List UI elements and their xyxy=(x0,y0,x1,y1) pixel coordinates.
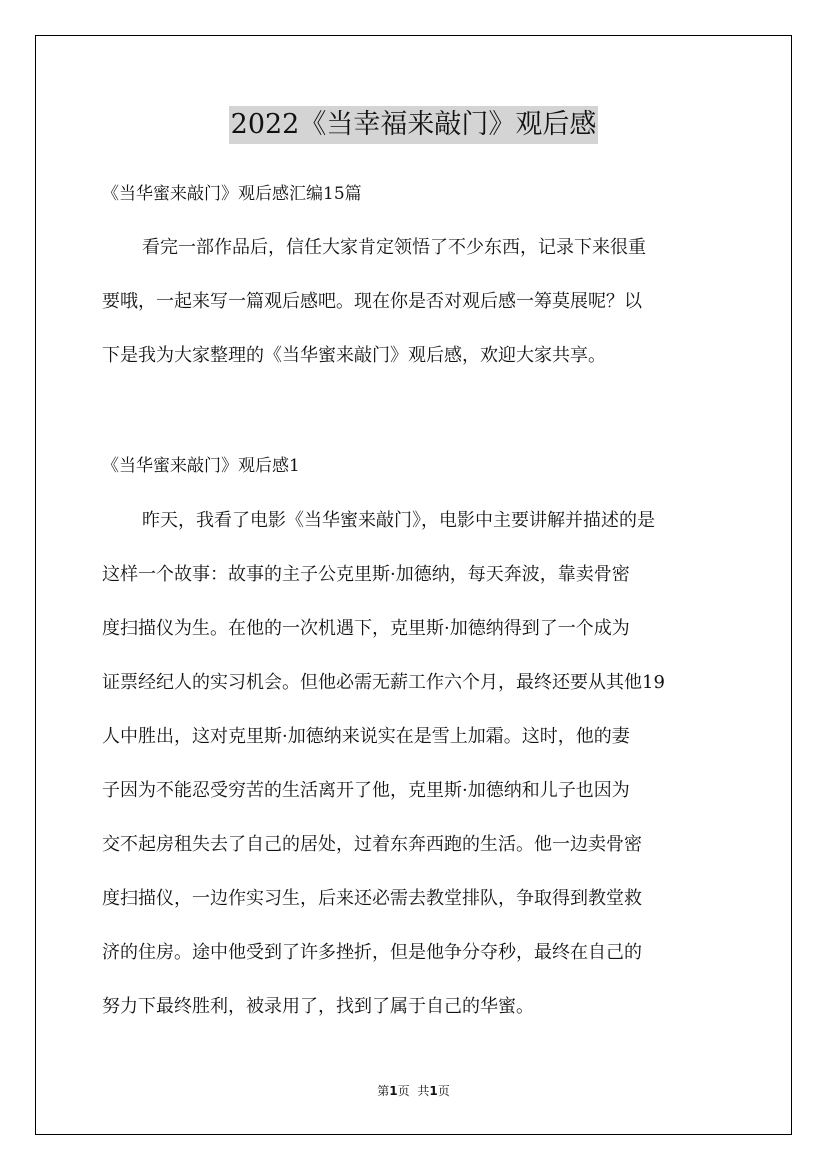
document-title-text: 2022《当幸福来敲门》观后感 xyxy=(229,106,599,144)
footer-total-pages: 1 xyxy=(429,1084,438,1098)
footer-total-prefix: 共 xyxy=(417,1084,430,1098)
section-line-2: 这样一个故事：故事的主子公克里斯·加德纳，每天奔波，靠卖骨密 xyxy=(102,564,630,585)
section-line-9: 济的住房。途中他受到了许多挫折，但是他争分夺秒，最终在自己的 xyxy=(102,942,642,963)
section-line-3: 度扫描仪为生。在他的一次机遇下，克里斯·加德纳得到了一个成为 xyxy=(102,618,630,639)
page-footer xyxy=(0,1083,827,1099)
section-heading: 《当华蜜来敲门》观后感1 xyxy=(102,456,300,476)
section-line-7: 交不起房租失去了自己的居处，过着东奔西跑的生活。他一边卖骨密 xyxy=(102,834,642,855)
footer-page-suffix: 页 xyxy=(397,1084,410,1098)
intro-line-2: 要哦，一起来写一篇观后感吧。现在你是否对观后感一筹莫展呢？以 xyxy=(102,291,642,312)
section-line-6: 子因为不能忍受穷苦的生活离开了他，克里斯·加德纳和儿子也因为 xyxy=(102,780,630,801)
section-line-4: 证票经纪人的实习机会。但他必需无薪工作六个月，最终还要从其他19 xyxy=(102,672,665,693)
document-subtitle: 《当华蜜来敲门》观后感汇编15篇 xyxy=(102,184,362,204)
document-title xyxy=(0,103,827,144)
section-line-1: 昨天，我看了电影《当华蜜来敲门》，电影中主要讲解并描述的是 xyxy=(142,510,655,531)
intro-line-1: 看完一部作品后，信任大家肯定领悟了不少东西，记录下来很重 xyxy=(142,237,646,258)
footer-total-suffix: 页 xyxy=(437,1084,450,1098)
section-line-8: 度扫描仪，一边作实习生，后来还必需去教堂排队，争取得到教堂救 xyxy=(102,888,642,909)
intro-line-3: 下是我为大家整理的《当华蜜来敲门》观后感，欢迎大家共享。 xyxy=(102,345,606,366)
section-line-10: 努力下最终胜利，被录用了，找到了属于自己的华蜜。 xyxy=(102,996,534,1017)
footer-current-page: 1 xyxy=(389,1084,398,1098)
section-line-5: 人中胜出，这对克里斯·加德纳来说实在是雪上加霜。这时，他的妻 xyxy=(102,726,630,747)
footer-prefix: 第 xyxy=(377,1084,390,1098)
